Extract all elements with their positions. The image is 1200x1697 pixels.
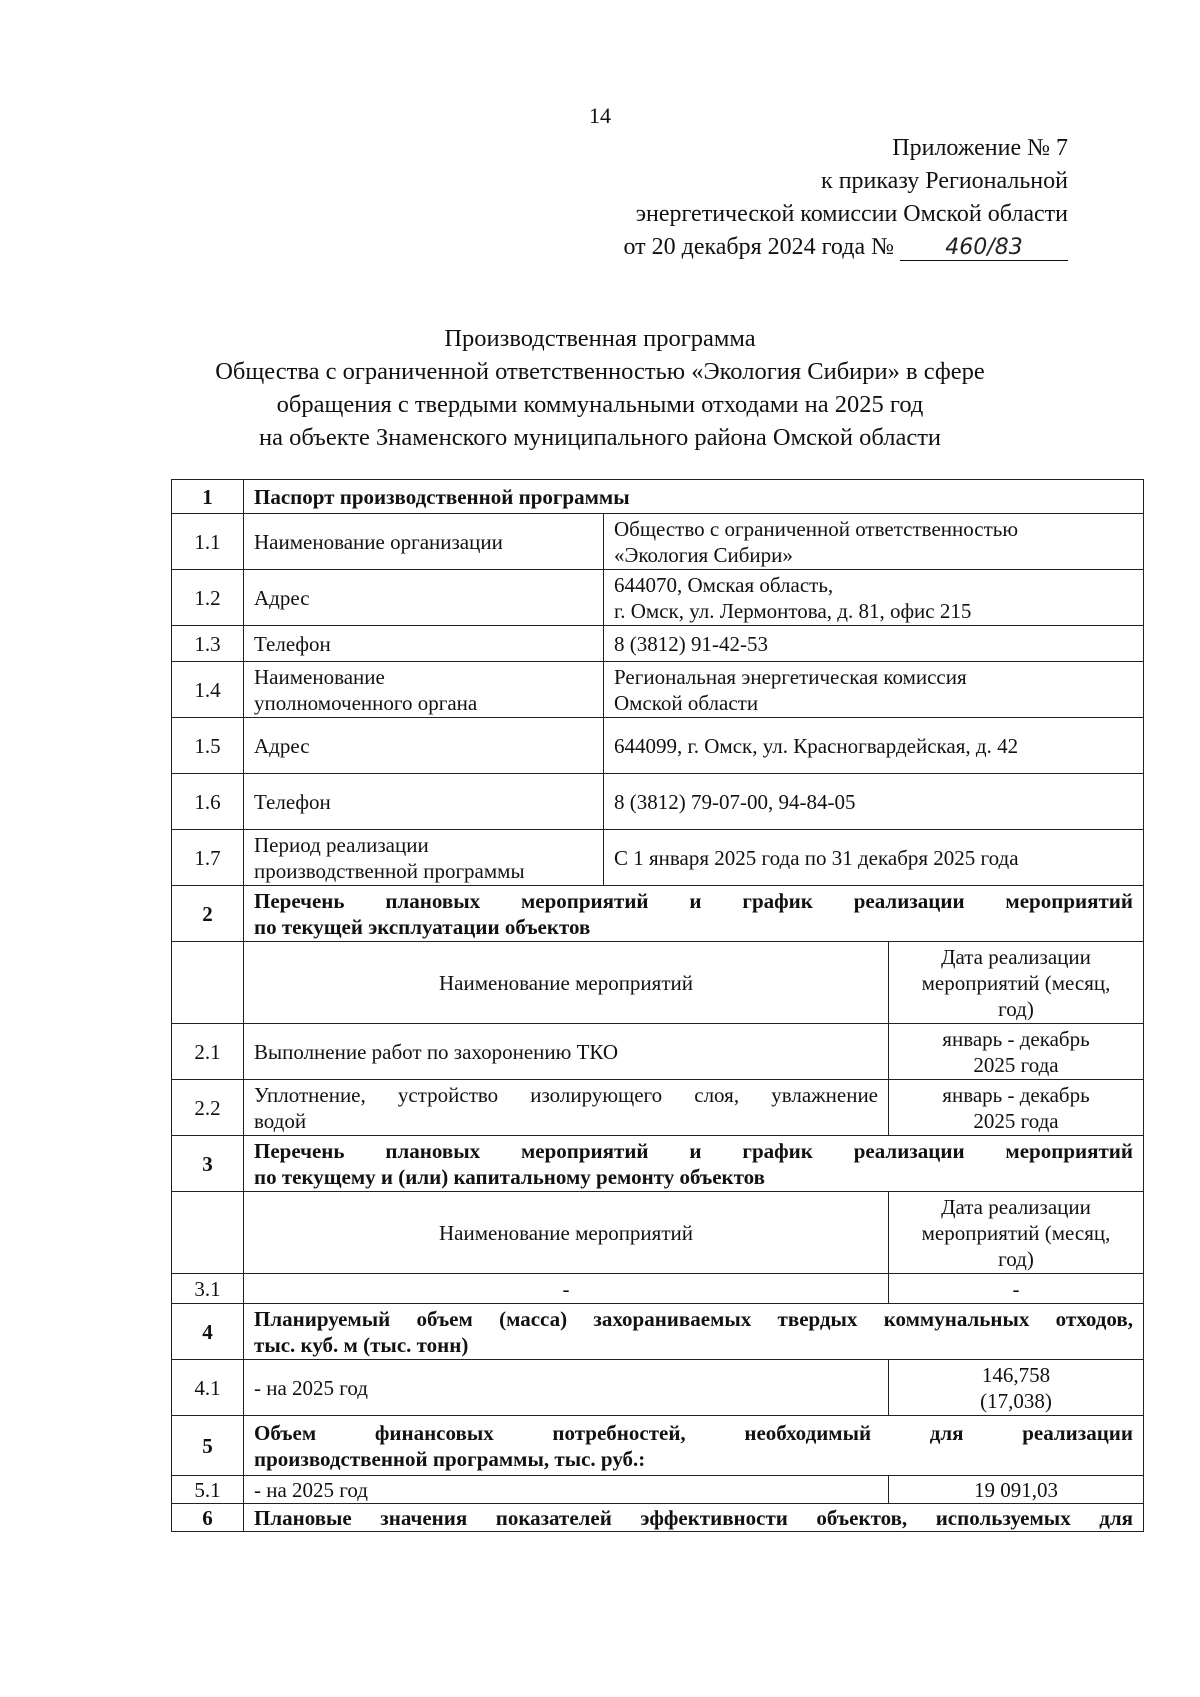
row-number: 1.4 — [172, 662, 244, 718]
row-label: Адрес — [244, 570, 604, 626]
table-row — [172, 774, 1144, 830]
section-title — [244, 1136, 1144, 1192]
date-line: январь - декабрь — [942, 1082, 1090, 1107]
value-line: Омской области — [614, 690, 759, 715]
column-header-date — [889, 1192, 1144, 1274]
header-line: год) — [998, 1246, 1034, 1271]
row-value — [604, 514, 1144, 570]
row-number: 4.1 — [172, 1360, 244, 1416]
activity-line: Уплотнение, устройство изолирующего слоя, увлажнение — [254, 1082, 878, 1107]
row-label — [244, 830, 604, 886]
section-title-line: Перечень плановых мероприятий и график реализации мероприятий — [254, 1138, 1133, 1163]
header-line: Дата реализации — [941, 1194, 1091, 1219]
title-line-2: Общества с ограниченной ответственностью «Экология Сибири» в сфере — [215, 358, 985, 385]
table-row — [172, 1360, 1144, 1416]
row-number: 3.1 — [172, 1274, 244, 1304]
row-value: С 1 января 2025 года по 31 декабря 2025 года — [604, 830, 1144, 886]
row-number: 3 — [172, 1136, 244, 1192]
date-line: 2025 года — [973, 1052, 1059, 1077]
row-value — [889, 1360, 1144, 1416]
row-number: 1.2 — [172, 570, 244, 626]
program-table — [171, 479, 1144, 1532]
title-line-4: на объекте Знаменского муниципального района Омской области — [258, 424, 942, 451]
activity-date — [889, 1024, 1144, 1080]
row-value — [604, 662, 1144, 718]
activity-name: Выполнение работ по захоронению ТКО — [244, 1024, 889, 1080]
section-2-row — [172, 886, 1144, 942]
table-row — [172, 570, 1144, 626]
row-label: Телефон — [244, 774, 604, 830]
order-date-text: от 20 декабря 2024 года № — [623, 234, 894, 260]
value-line: Общество с ограниченной ответственностью — [614, 516, 1019, 541]
appendix-header — [623, 132, 1068, 264]
value-line: 644070, Омская область, — [614, 572, 834, 597]
table-row — [172, 514, 1144, 570]
section-1-row — [172, 480, 1144, 514]
row-label: Наименование организации — [244, 514, 604, 570]
title-line-3: обращения с твердыми коммунальными отходами на 2025 год — [276, 391, 924, 418]
section-title-line: Перечень плановых мероприятий и график реализации мероприятий — [254, 888, 1133, 913]
title-line-1: Производственная программа — [444, 325, 756, 352]
row-number: 1 — [172, 480, 244, 514]
label-line: Период реализации — [254, 832, 429, 857]
column-header-name: Наименование мероприятий — [244, 1192, 889, 1274]
label-line: уполномоченного органа — [254, 690, 478, 715]
appendix-line-3: энергетической комиссии Омской области — [635, 201, 1068, 227]
row-number: 6 — [172, 1504, 244, 1532]
table-row — [172, 662, 1144, 718]
value-line: 146,758 — [981, 1362, 1051, 1387]
empty-cell — [172, 1192, 244, 1274]
section-5-row — [172, 1416, 1144, 1476]
column-header-name: Наименование мероприятий — [244, 942, 889, 1024]
label-line: производственной программы — [254, 858, 525, 883]
section-6-row — [172, 1504, 1144, 1532]
appendix-line-4 — [623, 231, 1068, 264]
table-row — [172, 1080, 1144, 1136]
section-title-line: по текущей эксплуатации объектов — [254, 914, 591, 939]
row-number: 1.6 — [172, 774, 244, 830]
header-line: мероприятий (месяц, — [921, 1220, 1111, 1245]
order-number-handwritten: 460/83 — [900, 236, 1068, 261]
table-row — [172, 718, 1144, 774]
empty-cell — [172, 942, 244, 1024]
table-row — [172, 1476, 1144, 1504]
label-line: Наименование — [254, 664, 385, 689]
row-number: 4 — [172, 1304, 244, 1360]
column-header-row — [172, 942, 1144, 1024]
row-label: - на 2025 год — [244, 1476, 889, 1504]
page-number: 14 — [589, 103, 611, 128]
value-line: Региональная энергетическая комиссия — [614, 664, 967, 689]
appendix-line-1: Приложение № 7 — [892, 135, 1068, 161]
column-header-row — [172, 1192, 1144, 1274]
row-label: - на 2025 год — [244, 1360, 889, 1416]
section-title — [244, 886, 1144, 942]
activity-name: - — [244, 1274, 889, 1304]
header-line: мероприятий (месяц, — [921, 970, 1111, 995]
row-value: 8 (3812) 79-07-00, 94-84-05 — [604, 774, 1144, 830]
section-title-line: производственной программы, тыс. руб.: — [254, 1446, 646, 1471]
section-title — [244, 1304, 1144, 1360]
section-title-line: по текущему и (или) капитальному ремонту объектов — [254, 1164, 765, 1189]
date-line: январь - декабрь — [942, 1026, 1090, 1051]
section-title-line: Планируемый объем (масса) захораниваемых твердых коммунальных отходов, — [254, 1306, 1133, 1331]
row-label: Адрес — [244, 718, 604, 774]
section-title-line: Объем финансовых потребностей, необходимый для реализации — [254, 1420, 1133, 1445]
section-title-line: тыс. куб. м (тыс. тонн) — [254, 1332, 469, 1357]
row-label: Телефон — [244, 626, 604, 662]
appendix-line-2: к приказу Региональной — [821, 168, 1068, 194]
section-title: Плановые значения показателей эффективности объектов, используемых для — [244, 1504, 1144, 1532]
document-title — [0, 322, 1200, 454]
row-value: 644099, г. Омск, ул. Красногвардейская, д. 42 — [604, 718, 1144, 774]
value-line: «Экология Сибири» — [614, 542, 793, 567]
value-line: г. Омск, ул. Лермонтова, д. 81, офис 215 — [614, 598, 972, 623]
table-row — [172, 626, 1144, 662]
row-number: 5.1 — [172, 1476, 244, 1504]
section-title: Паспорт производственной программы — [244, 480, 1144, 514]
row-value: 8 (3812) 91-42-53 — [604, 626, 1144, 662]
section-3-row — [172, 1136, 1144, 1192]
date-line: 2025 года — [973, 1108, 1059, 1133]
table-row — [172, 830, 1144, 886]
activity-date: - — [889, 1274, 1144, 1304]
section-4-row — [172, 1304, 1144, 1360]
section-title — [244, 1416, 1144, 1476]
row-number: 1.1 — [172, 514, 244, 570]
row-number: 2.1 — [172, 1024, 244, 1080]
activity-name — [244, 1080, 889, 1136]
header-line: Дата реализации — [941, 944, 1091, 969]
row-value — [604, 570, 1144, 626]
row-number: 2 — [172, 886, 244, 942]
activity-date — [889, 1080, 1144, 1136]
row-number: 1.5 — [172, 718, 244, 774]
value-line: (17,038) — [980, 1388, 1052, 1413]
column-header-date — [889, 942, 1144, 1024]
row-number: 2.2 — [172, 1080, 244, 1136]
row-label — [244, 662, 604, 718]
table-row — [172, 1024, 1144, 1080]
row-number: 5 — [172, 1416, 244, 1476]
row-value: 19 091,03 — [889, 1476, 1144, 1504]
table-row — [172, 1274, 1144, 1304]
activity-line: водой — [254, 1108, 307, 1133]
row-number: 1.7 — [172, 830, 244, 886]
header-line: год) — [998, 996, 1034, 1021]
row-number: 1.3 — [172, 626, 244, 662]
